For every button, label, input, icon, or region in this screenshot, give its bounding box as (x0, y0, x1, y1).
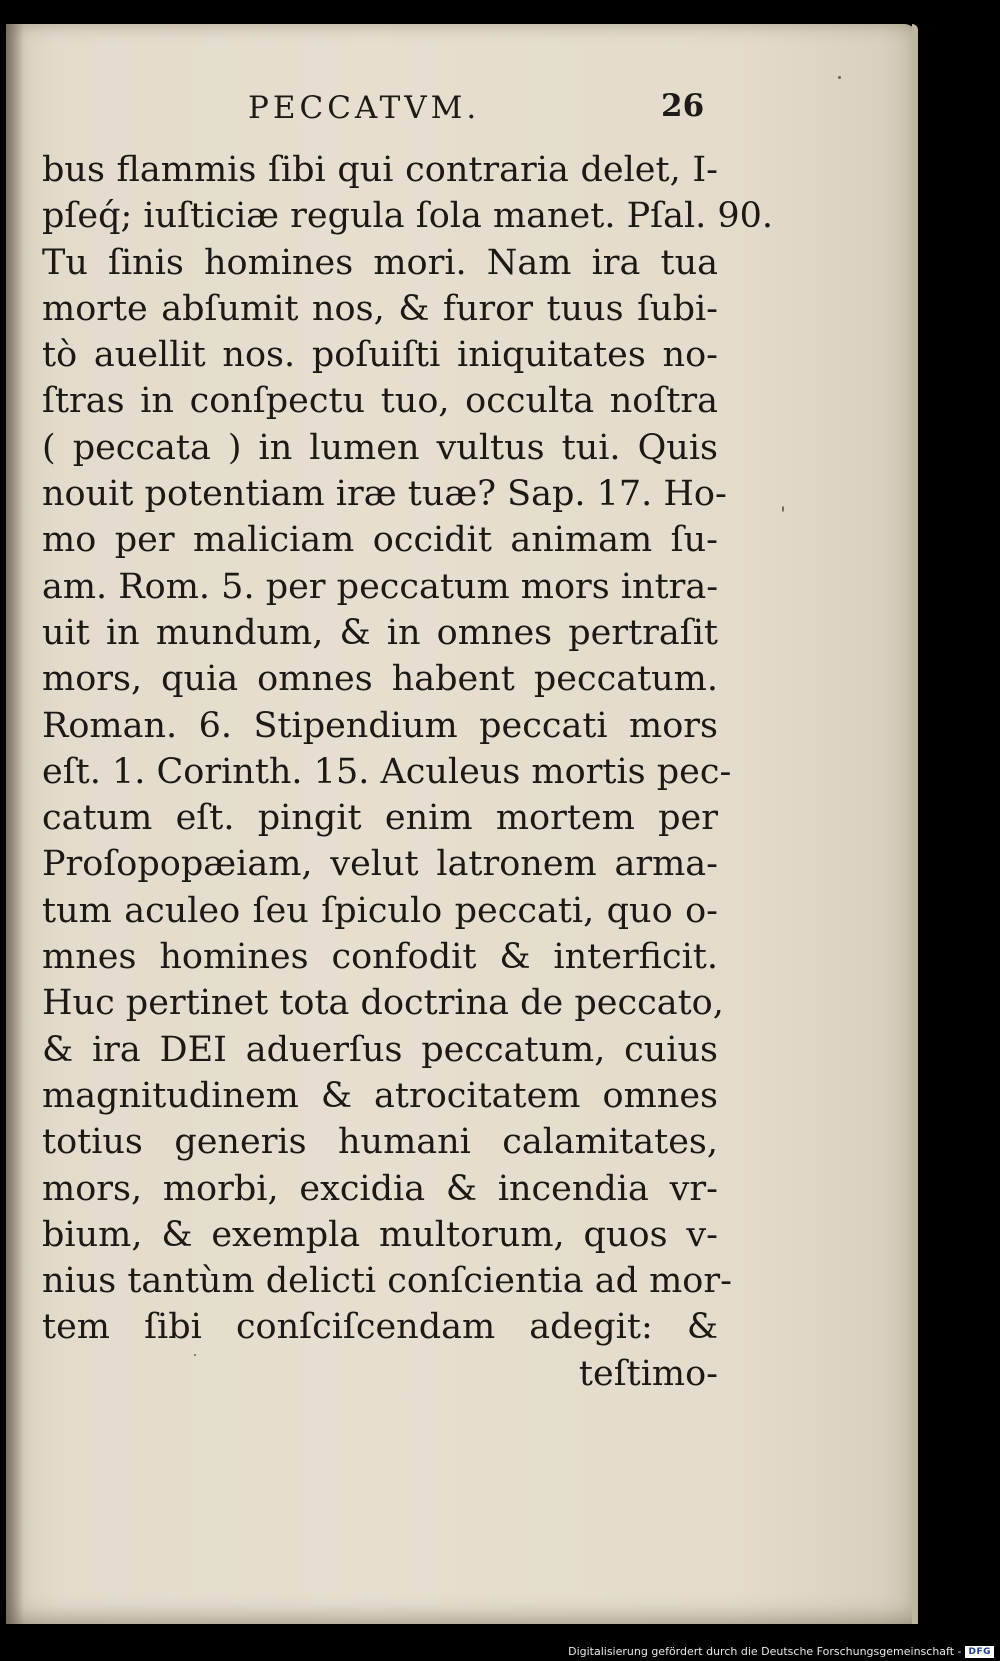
text-line: ſtras in conſpectu tuo, occulta noſtra (42, 381, 718, 422)
paper-speck (194, 1354, 196, 1356)
text-line: bus flammis ſibi qui contraria delet, I- (42, 150, 718, 190)
text-line: mors, morbi, excidia & incendia vr- (42, 1168, 718, 1209)
text-line: tò auellit nos. poſuiſti iniquitates no- (42, 335, 718, 376)
text-line: ( peccata ) in lumen vultus tui. Quis (42, 427, 718, 468)
page-edge (912, 24, 918, 1624)
dfg-logo: DFG (965, 1646, 994, 1658)
paper-speck (838, 76, 841, 79)
text-line: Tu ſinis homines mori. Nam ira tua (42, 242, 718, 283)
page-gutter-shadow (6, 24, 24, 1624)
book-page (6, 24, 918, 1624)
page-number: 26 (661, 88, 705, 124)
text-line: mors, quia omnes habent peccatum. (42, 659, 718, 700)
text-line: nius tantùm delicti conſcientia ad mor- (42, 1261, 732, 1302)
text-line: Roman. 6. Stipendium peccati mors (42, 705, 718, 746)
running-head: PECCATVM. (248, 90, 481, 126)
text-line: eſt. 1. Corinth. 15. Aculeus mortis pec- (42, 751, 732, 792)
text-line: magnitudinem & atrocitatem omnes (42, 1075, 718, 1116)
text-line: Huc pertinet tota doctrina de peccato, (42, 983, 724, 1024)
text-line: mnes homines confodit & interficit. (42, 937, 718, 978)
text-line: nouit potentiam iræ tuæ? Sap. 17. Ho- (42, 474, 727, 515)
paper-speck (782, 506, 784, 512)
text-line: & ira DEI aduerſus peccatum, cuius (42, 1029, 718, 1070)
credit-text: Digitalisierung gefördert durch die Deutsche Forschungsgemeinschaft - (568, 1645, 962, 1658)
text-line: morte abſumit nos, & furor tuus ſubi- (42, 288, 718, 329)
text-line: tum aculeo ſeu ſpiculo peccati, quo o- (42, 890, 718, 931)
page-header (6, 90, 918, 134)
digitization-credit (568, 1645, 994, 1658)
body-text (42, 147, 774, 1397)
text-line: totius generis humani calamitates, (42, 1122, 718, 1163)
text-line: uit in mundum, & in omnes pertraſit (42, 612, 718, 653)
text-line: catum eſt. pingit enim mortem per (42, 798, 718, 839)
text-line: bium, & exempla multorum, quos v- (42, 1214, 718, 1255)
text-line: am. Rom. 5. per peccatum mors intra- (42, 566, 719, 607)
text-line: pſeq́; iuſticiæ regula ſola manet. Pſal. 90. (42, 196, 774, 237)
catchword: teſtimo- (578, 1353, 718, 1394)
text-line: tem ſibi conſciſcendam adegit: & (42, 1307, 718, 1348)
text-line: mo per maliciam occidit animam ſu- (42, 520, 718, 561)
text-line: Proſopopæiam, velut latronem arma- (42, 844, 718, 885)
